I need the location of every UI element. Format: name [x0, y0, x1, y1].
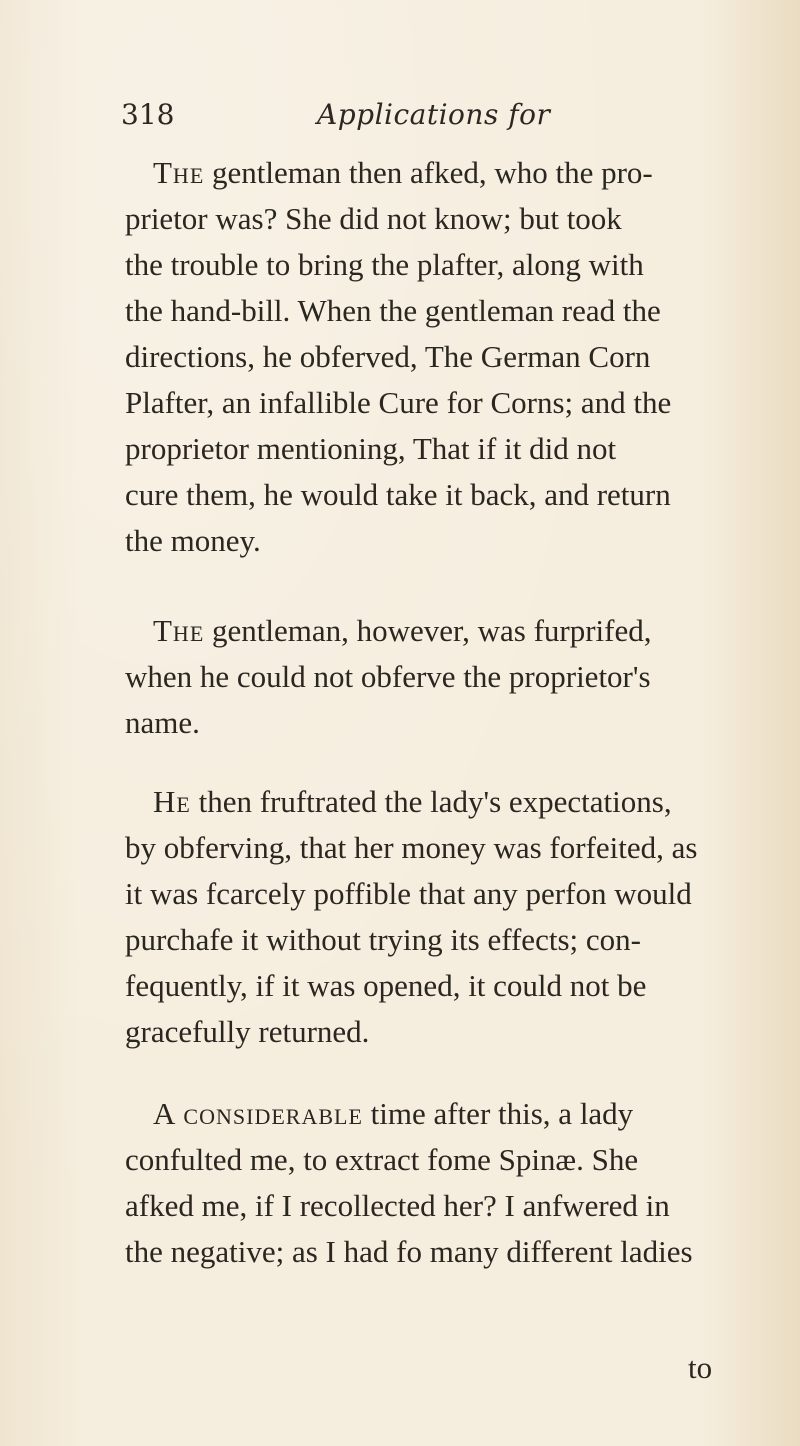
text-line: name. [125, 705, 200, 740]
page-number: 318 [121, 98, 175, 131]
text-line [125, 150, 765, 196]
text-line: the trouble to bring the plafter, along with [125, 247, 644, 282]
text-line: it was fcarcely poffible that any perfon would [125, 876, 692, 911]
text-line: fequently, if it was opened, it could not be [125, 968, 647, 1003]
text-line [125, 779, 765, 825]
text-line: by obferving, that her money was forfeited, as [125, 830, 698, 865]
text-line: confulted me, to extract fome Spinæ. She [125, 1142, 639, 1177]
paragraph-4 [125, 1091, 765, 1275]
catchword: to [688, 1350, 713, 1385]
paragraph-1 [125, 150, 765, 564]
line-text: time after this, a lady [362, 1096, 634, 1131]
paragraph-lead: A considerable [153, 1096, 363, 1131]
paragraph-lead: The [153, 613, 205, 648]
text-line: gracefully returned. [125, 1014, 370, 1049]
text-line: prietor was? She did not know; but took [125, 201, 622, 236]
text-line: the negative; as I had fo many different ladies [125, 1234, 693, 1269]
paragraph-lead: He [153, 784, 191, 819]
text-line: the hand-bill. When the gentleman read the [125, 293, 661, 328]
page-header [121, 98, 681, 138]
text-line: the money. [125, 523, 261, 558]
text-line [125, 608, 765, 654]
text-line: when he could not obferve the proprietor's [125, 659, 651, 694]
text-line: directions, he obferved, The German Corn [125, 339, 651, 374]
text-line: proprietor mentioning, That if it did not [125, 431, 617, 466]
running-head: Applications for [317, 98, 551, 131]
text-line: cure them, he would take it back, and return [125, 477, 671, 512]
line-text: gentleman, however, was furprifed, [204, 613, 652, 648]
paragraph-3 [125, 779, 765, 1055]
paragraph-2 [125, 608, 765, 746]
text-line: afked me, if I recollected her? I anfwered in [125, 1188, 670, 1223]
line-text: gentleman then afked, who the pro- [204, 155, 653, 190]
text-line [125, 1091, 765, 1137]
paragraph-lead: The [153, 155, 205, 190]
line-text: then fruftrated the lady's expectations, [190, 784, 672, 819]
text-line: Plafter, an infallible Cure for Corns; and the [125, 385, 672, 420]
text-line: purchafe it without trying its effects; con- [125, 922, 641, 957]
